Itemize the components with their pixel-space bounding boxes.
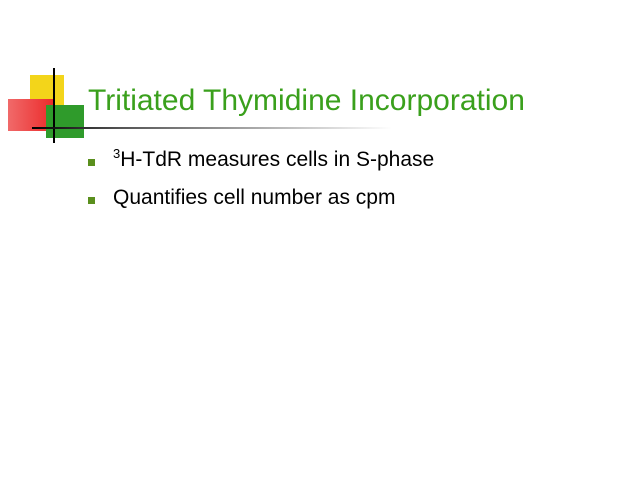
bullet-label: H-TdR measures cells in S-phase xyxy=(120,148,435,171)
bullet-text xyxy=(113,186,395,210)
bullet-label: Quantifies cell number as cpm xyxy=(113,186,396,209)
logo-green-square xyxy=(46,105,84,138)
title-underline xyxy=(32,127,392,129)
logo-vertical-line xyxy=(53,68,55,143)
bullet-text xyxy=(113,148,434,172)
bullet-superscript: 3 xyxy=(113,146,121,161)
square-bullet-icon xyxy=(88,159,95,166)
slide-logo-decoration xyxy=(8,68,88,148)
square-bullet-icon xyxy=(88,197,95,204)
slide-title: Tritiated Thymidine Incorporation xyxy=(88,84,525,117)
